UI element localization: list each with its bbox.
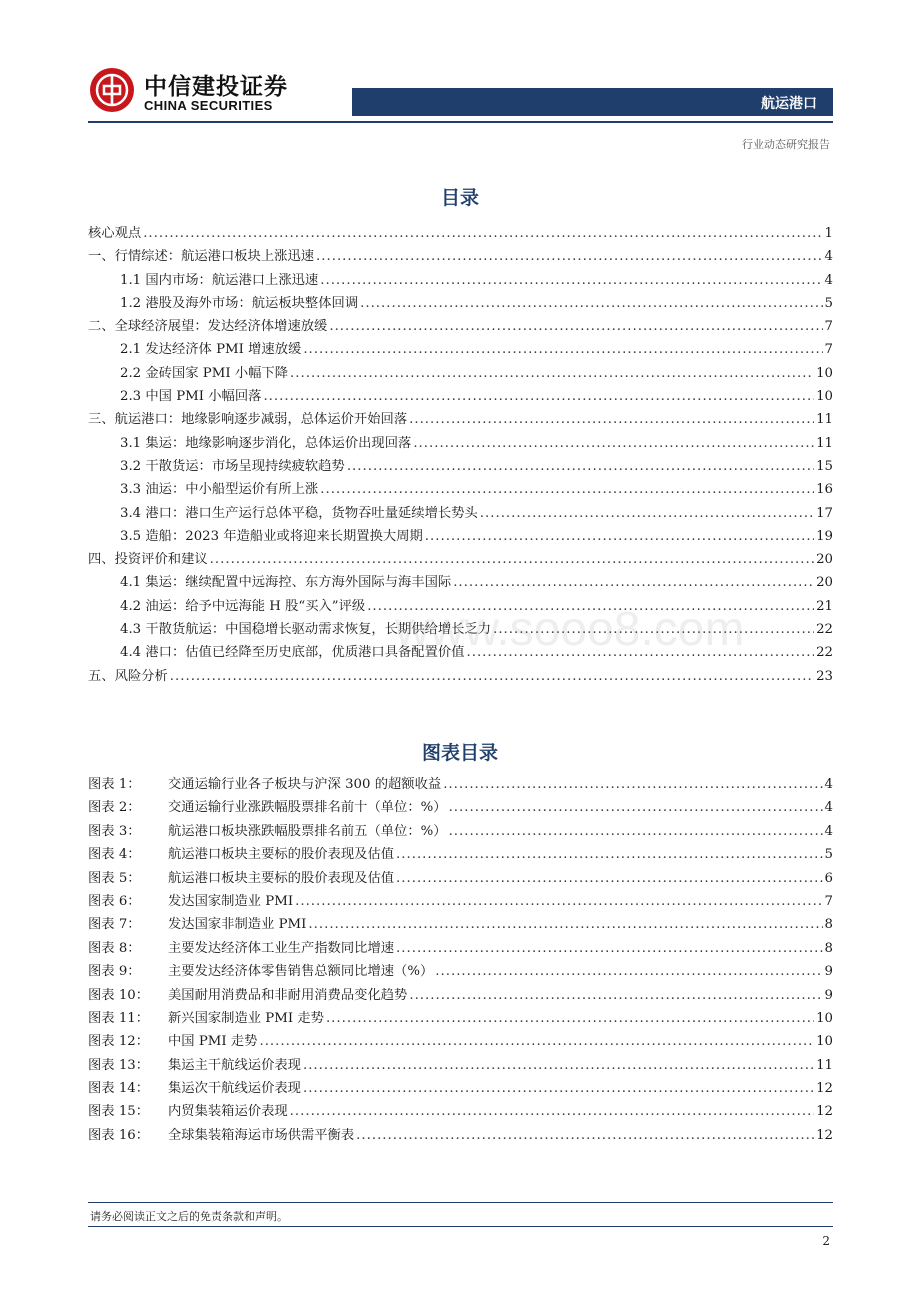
leader-dots bbox=[210, 548, 814, 571]
toc-entry-title: 4.2 油运：给予中远海能 H 股“买入”评级 bbox=[120, 598, 366, 614]
figure-label: 图表 13： bbox=[88, 1057, 150, 1073]
toc-entry[interactable] bbox=[88, 641, 833, 664]
figure-entry-title bbox=[88, 773, 441, 796]
leader-dots bbox=[329, 315, 822, 338]
figure-entry-page: 10 bbox=[816, 1010, 833, 1026]
leader-dots bbox=[320, 478, 814, 501]
figure-entry-page: 8 bbox=[824, 917, 833, 933]
header-divider bbox=[88, 121, 833, 123]
leader-dots bbox=[143, 222, 822, 245]
toc-entry-title: 一、行情综述：航运港口板块上涨迅速 bbox=[88, 249, 315, 265]
leader-dots bbox=[356, 1124, 814, 1147]
report-type: 行业动态研究报告 bbox=[742, 138, 830, 151]
figure-label: 图表 9： bbox=[88, 964, 141, 980]
toc-title: 目录 bbox=[440, 187, 479, 209]
figure-entry-title bbox=[88, 1124, 354, 1147]
figure-caption: 集运主干航线运价表现 bbox=[168, 1057, 301, 1073]
figure-entry[interactable] bbox=[88, 960, 833, 983]
figure-entry-title bbox=[88, 1007, 324, 1030]
toc-entry[interactable] bbox=[88, 525, 833, 548]
figure-entry-page: 11 bbox=[816, 1057, 833, 1073]
toc-entry-title: 4.1 集运：继续配置中远海控、东方海外国际与海丰国际 bbox=[120, 575, 452, 591]
leader-dots bbox=[413, 432, 814, 455]
toc-entry[interactable] bbox=[88, 502, 833, 525]
figure-entry-title bbox=[88, 1100, 288, 1123]
leader-dots bbox=[290, 362, 814, 385]
figure-entry[interactable] bbox=[88, 1100, 833, 1123]
toc-entry-title: 1.2 港股及海外市场：航运板块整体回调 bbox=[120, 295, 359, 311]
leader-dots bbox=[409, 408, 814, 431]
toc-entry-page: 22 bbox=[816, 645, 833, 661]
leader-dots bbox=[449, 796, 823, 819]
toc-entry-title: 2.3 中国 PMI 小幅回落 bbox=[120, 389, 262, 405]
figure-entry-page: 9 bbox=[824, 987, 833, 1003]
figure-entry-page: 12 bbox=[816, 1081, 833, 1097]
company-name-cn: 中信建投证券 bbox=[144, 74, 288, 100]
disclaimer-text: 请务必阅读正文之后的免责条款和声明。 bbox=[90, 1210, 288, 1223]
toc-entry[interactable] bbox=[88, 618, 833, 641]
figure-entry-title bbox=[88, 820, 447, 843]
figure-entry[interactable] bbox=[88, 1077, 833, 1100]
figure-entry-title bbox=[88, 890, 293, 913]
watermark: www.sooo8.com bbox=[395, 603, 745, 656]
leader-dots bbox=[435, 960, 822, 983]
figure-entry[interactable] bbox=[88, 796, 833, 819]
figure-caption: 发达国家非制造业 PMI bbox=[168, 917, 307, 933]
toc-entry[interactable] bbox=[88, 292, 833, 315]
toc-entry-title: 1.1 国内市场：航运港口上涨迅速 bbox=[120, 272, 319, 288]
leader-dots bbox=[303, 338, 822, 361]
leader-dots bbox=[170, 665, 814, 688]
leader-dots bbox=[303, 1054, 814, 1077]
figure-caption: 内贸集装箱运价表现 bbox=[168, 1104, 288, 1120]
figure-entry-page: 8 bbox=[824, 940, 833, 956]
figure-label: 图表 15： bbox=[88, 1104, 150, 1120]
leader-dots bbox=[308, 913, 822, 936]
figure-label: 图表 12： bbox=[88, 1034, 150, 1050]
figure-label: 图表 1： bbox=[88, 777, 141, 792]
figure-entry-title bbox=[88, 796, 447, 819]
toc-entry[interactable] bbox=[88, 455, 833, 478]
figure-caption: 交通运输行业各子板块与沪深 300 的超额收益 bbox=[168, 777, 442, 792]
toc-entry[interactable] bbox=[88, 571, 833, 594]
toc-entry-title: 二、全球经济展望：发达经济体增速放缓 bbox=[88, 319, 328, 335]
figure-entry-title bbox=[88, 960, 433, 983]
figure-entry-title bbox=[88, 1077, 301, 1100]
toc-entry-page: 11 bbox=[816, 412, 833, 428]
figure-entry-title bbox=[88, 984, 407, 1007]
figure-label: 图表 10： bbox=[88, 987, 150, 1003]
company-name-en: CHINA SECURITIES bbox=[144, 98, 273, 113]
figure-entry-page: 4 bbox=[824, 800, 833, 816]
figure-entry-page: 7 bbox=[824, 893, 833, 909]
toc-entry[interactable] bbox=[88, 665, 833, 688]
figure-entry[interactable] bbox=[88, 913, 833, 936]
toc-entry-page: 4 bbox=[824, 272, 833, 288]
figure-entry[interactable] bbox=[88, 867, 833, 890]
toc-entry-page: 11 bbox=[816, 435, 833, 451]
leader-dots bbox=[453, 571, 814, 594]
leader-dots bbox=[290, 1100, 814, 1123]
toc-entry[interactable] bbox=[88, 408, 833, 431]
toc-entry-page: 23 bbox=[816, 668, 833, 684]
toc-entry-page: 22 bbox=[816, 622, 833, 638]
toc-entry[interactable] bbox=[88, 315, 833, 338]
toc-entry-page: 5 bbox=[824, 295, 833, 311]
leader-dots bbox=[316, 245, 822, 268]
figure-entry-page: 10 bbox=[816, 1034, 833, 1050]
figure-entry-page: 6 bbox=[824, 870, 833, 886]
toc-entry-title: 三、航运港口：地缘影响逐步减弱，总体运价开始回落 bbox=[88, 412, 408, 428]
toc-entry[interactable] bbox=[88, 548, 833, 571]
figure-entry[interactable] bbox=[88, 984, 833, 1007]
toc-entry-page: 21 bbox=[816, 598, 833, 614]
toc-entry-title: 2.2 金砖国家 PMI 小幅下降 bbox=[120, 365, 289, 381]
toc-entry-page: 16 bbox=[816, 482, 833, 498]
toc-entry-title: 四、投资评价和建议 bbox=[88, 552, 208, 568]
toc-entry[interactable] bbox=[88, 385, 833, 408]
figure-entry[interactable] bbox=[88, 843, 833, 866]
toc-entry-title: 3.2 干散货运：市场呈现持续疲软趋势 bbox=[120, 458, 345, 474]
toc-entry[interactable] bbox=[88, 362, 833, 385]
figure-label: 图表 7： bbox=[88, 917, 141, 933]
leader-dots bbox=[449, 820, 823, 843]
toc-entry-page: 19 bbox=[816, 528, 833, 544]
toc-entry-page: 7 bbox=[824, 319, 833, 335]
leader-dots bbox=[425, 525, 814, 548]
figure-caption: 新兴国家制造业 PMI 走势 bbox=[168, 1010, 324, 1026]
leader-dots bbox=[367, 595, 814, 618]
toc-entry-title: 3.5 造船：2023 年造船业或将迎来长期置换大周期 bbox=[120, 528, 423, 544]
toc-entry-title: 4.4 港口：估值已经降至历史底部，优质港口具备配置价值 bbox=[120, 645, 465, 661]
figure-label: 图表 6： bbox=[88, 893, 141, 909]
figure-label: 图表 16： bbox=[88, 1127, 150, 1143]
leader-dots bbox=[443, 773, 822, 796]
figure-label: 图表 4： bbox=[88, 847, 141, 863]
leader-dots bbox=[259, 1030, 814, 1053]
figure-caption: 航运港口板块涨跌幅股票排名前五（单位：%） bbox=[168, 823, 447, 839]
toc-entry-title: 五、风险分析 bbox=[88, 668, 168, 684]
sector-label: 航运港口 bbox=[761, 96, 817, 112]
figure-caption: 主要发达经济体零售销售总额同比增速（%） bbox=[168, 964, 434, 980]
toc-entry-title: 4.3 干散货航运：中国稳增长驱动需求恢复，长期供给增长乏力 bbox=[120, 622, 492, 638]
toc-entry[interactable] bbox=[88, 595, 833, 618]
figure-caption: 航运港口板块主要标的股价表现及估值 bbox=[168, 847, 395, 863]
figure-entry-title bbox=[88, 937, 394, 960]
toc-entry-page: 20 bbox=[816, 552, 833, 568]
toc-entry[interactable] bbox=[88, 245, 833, 268]
figure-table-of-contents bbox=[88, 773, 833, 1147]
leader-dots bbox=[320, 269, 822, 292]
leader-dots bbox=[326, 1007, 814, 1030]
figure-label: 图表 3： bbox=[88, 823, 141, 839]
toc-entry-page: 7 bbox=[824, 342, 833, 358]
figure-caption: 美国耐用消费品和非耐用消费品变化趋势 bbox=[168, 987, 408, 1003]
figure-entry[interactable] bbox=[88, 820, 833, 843]
figure-entry-title bbox=[88, 867, 394, 890]
figure-caption: 全球集装箱海运市场供需平衡表 bbox=[168, 1127, 355, 1143]
figure-caption: 主要发达经济体工业生产指数同比增速 bbox=[168, 940, 395, 956]
figure-entry[interactable] bbox=[88, 1030, 833, 1053]
table-of-contents bbox=[88, 222, 833, 688]
figure-entry[interactable] bbox=[88, 773, 833, 796]
figure-entry-page: 4 bbox=[824, 823, 833, 839]
figure-entry-title bbox=[88, 913, 306, 936]
toc-entry[interactable] bbox=[88, 269, 833, 292]
leader-dots bbox=[396, 843, 822, 866]
figure-label: 图表 14： bbox=[88, 1081, 150, 1097]
leader-dots bbox=[480, 502, 814, 525]
figure-caption: 交通运输行业涨跌幅股票排名前十（单位：%） bbox=[168, 800, 447, 816]
figure-label: 图表 8： bbox=[88, 940, 141, 956]
figure-label: 图表 11： bbox=[88, 1010, 150, 1026]
figure-caption: 集运次干航线运价表现 bbox=[168, 1081, 301, 1097]
toc-entry-title: 核心观点 bbox=[88, 226, 142, 241]
sector-banner bbox=[352, 88, 833, 116]
figure-entry-title bbox=[88, 1030, 257, 1053]
figure-entry[interactable] bbox=[88, 1124, 833, 1147]
figure-caption: 中国 PMI 走势 bbox=[168, 1034, 258, 1050]
footer-divider-lower bbox=[88, 1226, 833, 1227]
figure-entry-page: 4 bbox=[824, 777, 833, 792]
figure-toc-title: 图表目录 bbox=[421, 742, 498, 764]
figure-entry[interactable] bbox=[88, 1054, 833, 1077]
toc-entry-page: 10 bbox=[816, 389, 833, 405]
toc-entry-title: 3.3 油运：中小船型运价有所上涨 bbox=[120, 482, 319, 498]
figure-label: 图表 5： bbox=[88, 870, 141, 886]
toc-entry[interactable] bbox=[88, 222, 833, 245]
leader-dots bbox=[347, 455, 814, 478]
leader-dots bbox=[360, 292, 822, 315]
figure-label: 图表 2： bbox=[88, 800, 141, 816]
figure-entry[interactable] bbox=[88, 890, 833, 913]
leader-dots bbox=[409, 984, 822, 1007]
figure-caption: 航运港口板块主要标的股价表现及估值 bbox=[168, 870, 395, 886]
leader-dots bbox=[396, 937, 822, 960]
leader-dots bbox=[467, 641, 815, 664]
toc-entry[interactable] bbox=[88, 432, 833, 455]
figure-entry-page: 12 bbox=[816, 1127, 833, 1143]
toc-entry-title: 3.1 集运：地缘影响逐步消化，总体运价出现回落 bbox=[120, 435, 412, 451]
figure-entry-page: 9 bbox=[824, 964, 833, 980]
toc-entry-page: 17 bbox=[816, 505, 833, 521]
toc-entry-title: 3.4 港口：港口生产运行总体平稳，货物吞吐量延续增长势头 bbox=[120, 505, 478, 521]
leader-dots bbox=[263, 385, 814, 408]
leader-dots bbox=[295, 890, 822, 913]
figure-entry-title bbox=[88, 843, 394, 866]
toc-entry-title: 2.1 发达经济体 PMI 增速放缓 bbox=[120, 342, 302, 358]
toc-entry-page: 15 bbox=[816, 458, 833, 474]
china-securities-logo-icon bbox=[88, 66, 136, 114]
leader-dots bbox=[303, 1077, 814, 1100]
figure-entry-page: 12 bbox=[816, 1104, 833, 1120]
figure-entry[interactable] bbox=[88, 1007, 833, 1030]
toc-entry-page: 10 bbox=[816, 365, 833, 381]
figure-entry-page: 5 bbox=[824, 847, 833, 863]
figure-entry[interactable] bbox=[88, 937, 833, 960]
toc-entry-page: 20 bbox=[816, 575, 833, 591]
toc-entry-page: 1 bbox=[824, 226, 833, 241]
figure-entry-title bbox=[88, 1054, 301, 1077]
toc-entry[interactable] bbox=[88, 478, 833, 501]
figure-caption: 发达国家制造业 PMI bbox=[168, 893, 294, 909]
toc-entry-page: 4 bbox=[824, 249, 833, 265]
page-header bbox=[0, 0, 920, 160]
footer-divider bbox=[88, 1202, 833, 1203]
leader-dots bbox=[493, 618, 814, 641]
toc-entry[interactable] bbox=[88, 338, 833, 361]
page-number: 2 bbox=[822, 1234, 830, 1248]
leader-dots bbox=[396, 867, 822, 890]
